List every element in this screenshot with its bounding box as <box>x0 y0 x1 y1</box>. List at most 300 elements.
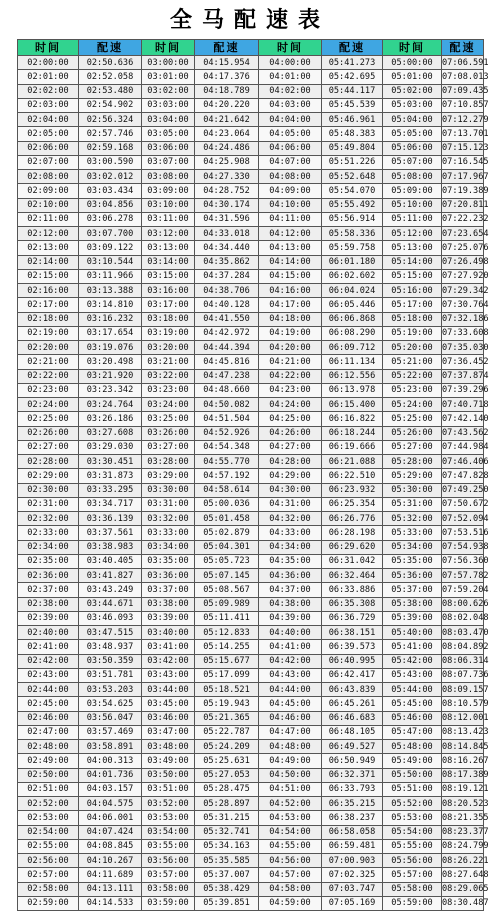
time-cell: 03:21:00 <box>142 355 195 369</box>
table-row <box>18 640 484 654</box>
table-row <box>18 455 484 469</box>
table-row <box>18 312 484 326</box>
pace-cell: 05:09.989 <box>195 597 259 611</box>
pace-cell: 03:03.434 <box>79 184 142 198</box>
time-cell: 04:46:00 <box>259 711 322 725</box>
pace-cell: 03:58.891 <box>79 740 142 754</box>
pace-cell: 08:30.487 <box>442 896 484 910</box>
pace-cell: 04:57.192 <box>195 469 259 483</box>
time-cell: 02:06:00 <box>18 141 79 155</box>
pace-cell: 03:29.030 <box>79 440 142 454</box>
time-cell: 05:23:00 <box>383 383 442 397</box>
time-cell: 04:26:00 <box>259 426 322 440</box>
time-cell: 02:31:00 <box>18 497 79 511</box>
time-cell: 05:24:00 <box>383 398 442 412</box>
time-cell: 03:31:00 <box>142 497 195 511</box>
pace-cell: 04:00.313 <box>79 754 142 768</box>
pace-cell: 02:54.902 <box>79 98 142 112</box>
pace-cell: 08:06.314 <box>442 654 484 668</box>
pace-cell: 05:17.099 <box>195 668 259 682</box>
time-cell: 05:38:00 <box>383 597 442 611</box>
pace-cell: 06:06.868 <box>322 312 383 326</box>
time-cell: 05:51:00 <box>383 782 442 796</box>
pace-cell: 07:53.516 <box>442 526 484 540</box>
pace-cell: 04:04.575 <box>79 797 142 811</box>
table-row <box>18 84 484 98</box>
pace-cell: 05:45.539 <box>322 98 383 112</box>
pace-cell: 05:42.695 <box>322 70 383 84</box>
time-cell: 05:04:00 <box>383 113 442 127</box>
time-cell: 02:29:00 <box>18 469 79 483</box>
pace-cell: 02:57.746 <box>79 127 142 141</box>
table-row <box>18 113 484 127</box>
time-cell: 02:56:00 <box>18 854 79 868</box>
time-cell: 04:57:00 <box>259 868 322 882</box>
pace-cell: 03:00.590 <box>79 155 142 169</box>
table-row <box>18 512 484 526</box>
time-cell: 05:31:00 <box>383 497 442 511</box>
pace-cell: 06:19.666 <box>322 440 383 454</box>
table-row <box>18 569 484 583</box>
pace-cell: 07:12.279 <box>442 113 484 127</box>
table-row <box>18 540 484 554</box>
pace-cell: 04:54.348 <box>195 440 259 454</box>
pace-cell: 05:05.723 <box>195 554 259 568</box>
pace-cell: 05:22.787 <box>195 725 259 739</box>
pace-cell: 08:02.048 <box>442 611 484 625</box>
time-cell: 03:32:00 <box>142 512 195 526</box>
time-cell: 02:13:00 <box>18 241 79 255</box>
pace-cell: 07:23.654 <box>442 227 484 241</box>
pace-cell: 04:08.845 <box>79 839 142 853</box>
time-cell: 05:02:00 <box>383 84 442 98</box>
table-row <box>18 896 484 910</box>
pace-cell: 05:41.273 <box>322 56 383 70</box>
pace-table <box>17 39 489 911</box>
table-row <box>18 141 484 155</box>
time-cell: 05:33:00 <box>383 526 442 540</box>
table-row <box>18 127 484 141</box>
table-row <box>18 98 484 112</box>
time-cell: 03:01:00 <box>142 70 195 84</box>
time-cell: 02:58:00 <box>18 882 79 896</box>
pace-cell: 06:31.042 <box>322 554 383 568</box>
pace-cell: 04:25.908 <box>195 155 259 169</box>
time-cell: 03:18:00 <box>142 312 195 326</box>
pace-cell: 05:54.070 <box>322 184 383 198</box>
pace-cell: 07:27.920 <box>442 269 484 283</box>
header-time: 时间 <box>18 40 79 56</box>
time-cell: 03:17:00 <box>142 298 195 312</box>
pace-cell: 03:57.469 <box>79 725 142 739</box>
pace-cell: 04:40.128 <box>195 298 259 312</box>
time-cell: 04:32:00 <box>259 512 322 526</box>
pace-cell: 03:41.827 <box>79 569 142 583</box>
pace-cell: 04:58.614 <box>195 483 259 497</box>
pace-cell: 07:59.204 <box>442 583 484 597</box>
header-pace: 配速 <box>442 40 484 56</box>
time-cell: 03:02:00 <box>142 84 195 98</box>
pace-cell: 08:24.799 <box>442 839 484 853</box>
time-cell: 02:34:00 <box>18 540 79 554</box>
pace-cell: 05:49.804 <box>322 141 383 155</box>
pace-cell: 02:53.480 <box>79 84 142 98</box>
time-cell: 05:14:00 <box>383 255 442 269</box>
pace-cell: 07:57.782 <box>442 569 484 583</box>
pace-cell: 03:53.203 <box>79 683 142 697</box>
pace-cell: 05:15.677 <box>195 654 259 668</box>
pace-cell: 05:01.458 <box>195 512 259 526</box>
pace-cell: 08:14.845 <box>442 740 484 754</box>
pace-cell: 03:24.764 <box>79 398 142 412</box>
time-cell: 02:00:00 <box>18 56 79 70</box>
time-cell: 03:30:00 <box>142 483 195 497</box>
table-row <box>18 725 484 739</box>
time-cell: 04:11:00 <box>259 212 322 226</box>
pace-cell: 07:03.747 <box>322 882 383 896</box>
time-cell: 02:52:00 <box>18 797 79 811</box>
header-pace: 配速 <box>322 40 383 56</box>
pace-cell: 03:31.873 <box>79 469 142 483</box>
time-cell: 02:54:00 <box>18 825 79 839</box>
time-cell: 03:26:00 <box>142 426 195 440</box>
time-cell: 02:53:00 <box>18 811 79 825</box>
pace-cell: 06:38.151 <box>322 626 383 640</box>
time-cell: 05:06:00 <box>383 141 442 155</box>
time-cell: 04:19:00 <box>259 326 322 340</box>
pace-cell: 05:52.648 <box>322 170 383 184</box>
time-cell: 05:19:00 <box>383 326 442 340</box>
time-cell: 05:53:00 <box>383 811 442 825</box>
table-row <box>18 298 484 312</box>
time-cell: 04:35:00 <box>259 554 322 568</box>
pace-cell: 02:59.168 <box>79 141 142 155</box>
time-cell: 03:05:00 <box>142 127 195 141</box>
time-cell: 03:43:00 <box>142 668 195 682</box>
pace-cell: 04:11.689 <box>79 868 142 882</box>
time-cell: 03:39:00 <box>142 611 195 625</box>
time-cell: 03:59:00 <box>142 896 195 910</box>
table-row <box>18 170 484 184</box>
time-cell: 02:41:00 <box>18 640 79 654</box>
pace-cell: 05:31.215 <box>195 811 259 825</box>
table-row <box>18 797 484 811</box>
time-cell: 05:17:00 <box>383 298 442 312</box>
pace-cell: 08:03.470 <box>442 626 484 640</box>
time-cell: 04:56:00 <box>259 854 322 868</box>
pace-cell: 07:16.545 <box>442 155 484 169</box>
time-cell: 04:08:00 <box>259 170 322 184</box>
time-cell: 03:14:00 <box>142 255 195 269</box>
pace-cell: 07:15.123 <box>442 141 484 155</box>
time-cell: 02:40:00 <box>18 626 79 640</box>
table-row <box>18 626 484 640</box>
pace-cell: 03:21.920 <box>79 369 142 383</box>
time-cell: 04:52:00 <box>259 797 322 811</box>
pace-cell: 05:32.741 <box>195 825 259 839</box>
pace-cell: 08:10.579 <box>442 697 484 711</box>
header-pace: 配速 <box>79 40 142 56</box>
time-cell: 02:32:00 <box>18 512 79 526</box>
pace-cell: 04:13.111 <box>79 882 142 896</box>
time-cell: 05:43:00 <box>383 668 442 682</box>
table-row <box>18 811 484 825</box>
time-cell: 04:34:00 <box>259 540 322 554</box>
table-row <box>18 326 484 340</box>
time-cell: 03:09:00 <box>142 184 195 198</box>
time-cell: 04:13:00 <box>259 241 322 255</box>
pace-cell: 04:07.424 <box>79 825 142 839</box>
time-cell: 03:56:00 <box>142 854 195 868</box>
time-cell: 03:58:00 <box>142 882 195 896</box>
time-cell: 05:49:00 <box>383 754 442 768</box>
pace-cell: 03:40.405 <box>79 554 142 568</box>
pace-cell: 06:35.215 <box>322 797 383 811</box>
header-time: 时间 <box>142 40 195 56</box>
time-cell: 03:48:00 <box>142 740 195 754</box>
pace-cell: 06:16.822 <box>322 412 383 426</box>
pace-cell: 05:12.833 <box>195 626 259 640</box>
pace-cell: 08:16.267 <box>442 754 484 768</box>
time-cell: 02:23:00 <box>18 383 79 397</box>
time-cell: 02:01:00 <box>18 70 79 84</box>
pace-cell: 03:09.122 <box>79 241 142 255</box>
time-cell: 04:20:00 <box>259 341 322 355</box>
time-cell: 02:10:00 <box>18 198 79 212</box>
pace-cell: 04:03.157 <box>79 782 142 796</box>
pace-cell: 05:58.336 <box>322 227 383 241</box>
time-cell: 05:28:00 <box>383 455 442 469</box>
pace-cell: 04:37.284 <box>195 269 259 283</box>
pace-cell: 04:51.504 <box>195 412 259 426</box>
time-cell: 04:17:00 <box>259 298 322 312</box>
time-cell: 05:11:00 <box>383 212 442 226</box>
time-cell: 02:59:00 <box>18 896 79 910</box>
pace-cell: 04:33.018 <box>195 227 259 241</box>
pace-cell: 06:50.949 <box>322 754 383 768</box>
pace-cell: 07:47.828 <box>442 469 484 483</box>
pace-cell: 04:55.770 <box>195 455 259 469</box>
pace-cell: 08:12.001 <box>442 711 484 725</box>
time-cell: 03:57:00 <box>142 868 195 882</box>
pace-cell: 08:23.377 <box>442 825 484 839</box>
pace-cell: 07:42.140 <box>442 412 484 426</box>
pace-cell: 07:33.608 <box>442 326 484 340</box>
time-cell: 02:28:00 <box>18 455 79 469</box>
pace-cell: 03:20.498 <box>79 355 142 369</box>
pace-cell: 05:21.365 <box>195 711 259 725</box>
pace-cell: 03:47.515 <box>79 626 142 640</box>
pace-cell: 06:32.371 <box>322 768 383 782</box>
pace-cell: 06:42.417 <box>322 668 383 682</box>
time-cell: 02:45:00 <box>18 697 79 711</box>
pace-cell: 06:11.134 <box>322 355 383 369</box>
pace-cell: 03:56.047 <box>79 711 142 725</box>
time-cell: 02:38:00 <box>18 597 79 611</box>
time-cell: 02:05:00 <box>18 127 79 141</box>
pace-cell: 08:21.355 <box>442 811 484 825</box>
pace-cell: 04:24.486 <box>195 141 259 155</box>
table-row <box>18 654 484 668</box>
pace-cell: 07:08.013 <box>442 70 484 84</box>
time-cell: 03:54:00 <box>142 825 195 839</box>
table-row <box>18 868 484 882</box>
table-row <box>18 597 484 611</box>
pace-cell: 08:13.423 <box>442 725 484 739</box>
time-cell: 03:35:00 <box>142 554 195 568</box>
time-cell: 02:07:00 <box>18 155 79 169</box>
table-row <box>18 711 484 725</box>
pace-cell: 04:47.238 <box>195 369 259 383</box>
time-cell: 02:49:00 <box>18 754 79 768</box>
time-cell: 04:04:00 <box>259 113 322 127</box>
time-cell: 03:08:00 <box>142 170 195 184</box>
pace-cell: 02:56.324 <box>79 113 142 127</box>
time-cell: 04:22:00 <box>259 369 322 383</box>
pace-cell: 07:10.857 <box>442 98 484 112</box>
pace-cell: 05:48.383 <box>322 127 383 141</box>
pace-cell: 05:19.943 <box>195 697 259 711</box>
time-cell: 04:42:00 <box>259 654 322 668</box>
time-cell: 02:21:00 <box>18 355 79 369</box>
time-cell: 03:36:00 <box>142 569 195 583</box>
time-cell: 02:04:00 <box>18 113 79 127</box>
pace-cell: 08:27.648 <box>442 868 484 882</box>
time-cell: 03:25:00 <box>142 412 195 426</box>
table-row <box>18 184 484 198</box>
time-cell: 02:09:00 <box>18 184 79 198</box>
time-cell: 04:55:00 <box>259 839 322 853</box>
table-row <box>18 839 484 853</box>
time-cell: 04:25:00 <box>259 412 322 426</box>
time-cell: 05:07:00 <box>383 155 442 169</box>
header-time: 时间 <box>259 40 322 56</box>
time-cell: 03:12:00 <box>142 227 195 241</box>
time-cell: 03:45:00 <box>142 697 195 711</box>
pace-cell: 05:55.492 <box>322 198 383 212</box>
pace-cell: 03:37.561 <box>79 526 142 540</box>
pace-cell: 04:35.862 <box>195 255 259 269</box>
time-cell: 04:41:00 <box>259 640 322 654</box>
pace-cell: 05:25.631 <box>195 754 259 768</box>
pace-cell: 07:20.811 <box>442 198 484 212</box>
pace-cell: 03:51.781 <box>79 668 142 682</box>
pace-cell: 04:38.706 <box>195 284 259 298</box>
time-cell: 04:36:00 <box>259 569 322 583</box>
pace-cell: 06:35.308 <box>322 597 383 611</box>
time-cell: 02:12:00 <box>18 227 79 241</box>
pace-cell: 07:02.325 <box>322 868 383 882</box>
time-cell: 05:34:00 <box>383 540 442 554</box>
time-cell: 04:58:00 <box>259 882 322 896</box>
time-cell: 04:23:00 <box>259 383 322 397</box>
table-row <box>18 198 484 212</box>
time-cell: 04:05:00 <box>259 127 322 141</box>
time-cell: 02:24:00 <box>18 398 79 412</box>
pace-cell: 03:17.654 <box>79 326 142 340</box>
table-row <box>18 440 484 454</box>
time-cell: 02:39:00 <box>18 611 79 625</box>
pace-cell: 06:40.995 <box>322 654 383 668</box>
time-cell: 04:09:00 <box>259 184 322 198</box>
time-cell: 04:00:00 <box>259 56 322 70</box>
time-cell: 05:47:00 <box>383 725 442 739</box>
time-cell: 03:53:00 <box>142 811 195 825</box>
pace-cell: 05:35.585 <box>195 854 259 868</box>
time-cell: 02:35:00 <box>18 554 79 568</box>
pace-cell: 08:17.389 <box>442 768 484 782</box>
pace-cell: 04:34.440 <box>195 241 259 255</box>
pace-cell: 06:23.932 <box>322 483 383 497</box>
table-row <box>18 882 484 896</box>
time-cell: 05:44:00 <box>383 683 442 697</box>
time-cell: 05:13:00 <box>383 241 442 255</box>
time-cell: 05:36:00 <box>383 569 442 583</box>
pace-cell: 05:24.209 <box>195 740 259 754</box>
pace-cell: 07:29.342 <box>442 284 484 298</box>
time-cell: 03:46:00 <box>142 711 195 725</box>
time-cell: 04:43:00 <box>259 668 322 682</box>
time-cell: 03:44:00 <box>142 683 195 697</box>
pace-cell: 05:34.163 <box>195 839 259 853</box>
pace-cell: 07:44.984 <box>442 440 484 454</box>
pace-cell: 07:35.030 <box>442 341 484 355</box>
pace-cell: 07:09.435 <box>442 84 484 98</box>
pace-cell: 06:05.446 <box>322 298 383 312</box>
time-cell: 03:04:00 <box>142 113 195 127</box>
pace-cell: 07:13.701 <box>442 127 484 141</box>
time-cell: 02:27:00 <box>18 440 79 454</box>
pace-cell: 04:50.082 <box>195 398 259 412</box>
table-row <box>18 241 484 255</box>
pace-cell: 05:39.851 <box>195 896 259 910</box>
time-cell: 04:02:00 <box>259 84 322 98</box>
pace-cell: 03:50.359 <box>79 654 142 668</box>
time-cell: 03:51:00 <box>142 782 195 796</box>
table-row <box>18 269 484 283</box>
time-cell: 02:51:00 <box>18 782 79 796</box>
table-row <box>18 611 484 625</box>
pace-cell: 06:45.261 <box>322 697 383 711</box>
time-cell: 04:10:00 <box>259 198 322 212</box>
time-cell: 05:08:00 <box>383 170 442 184</box>
pace-cell: 06:08.290 <box>322 326 383 340</box>
time-cell: 05:40:00 <box>383 626 442 640</box>
time-cell: 02:47:00 <box>18 725 79 739</box>
time-cell: 04:15:00 <box>259 269 322 283</box>
time-cell: 04:30:00 <box>259 483 322 497</box>
time-cell: 04:40:00 <box>259 626 322 640</box>
table-row <box>18 483 484 497</box>
pace-cell: 07:52.094 <box>442 512 484 526</box>
table-row <box>18 768 484 782</box>
table-row <box>18 825 484 839</box>
time-cell: 03:40:00 <box>142 626 195 640</box>
pace-cell: 07:43.562 <box>442 426 484 440</box>
time-cell: 03:06:00 <box>142 141 195 155</box>
time-cell: 04:53:00 <box>259 811 322 825</box>
time-cell: 02:57:00 <box>18 868 79 882</box>
pace-cell: 05:07.145 <box>195 569 259 583</box>
time-cell: 03:27:00 <box>142 440 195 454</box>
time-cell: 04:24:00 <box>259 398 322 412</box>
time-cell: 02:02:00 <box>18 84 79 98</box>
time-cell: 05:52:00 <box>383 797 442 811</box>
pace-cell: 06:02.602 <box>322 269 383 283</box>
pace-cell: 05:04.301 <box>195 540 259 554</box>
time-cell: 03:42:00 <box>142 654 195 668</box>
time-cell: 04:12:00 <box>259 227 322 241</box>
